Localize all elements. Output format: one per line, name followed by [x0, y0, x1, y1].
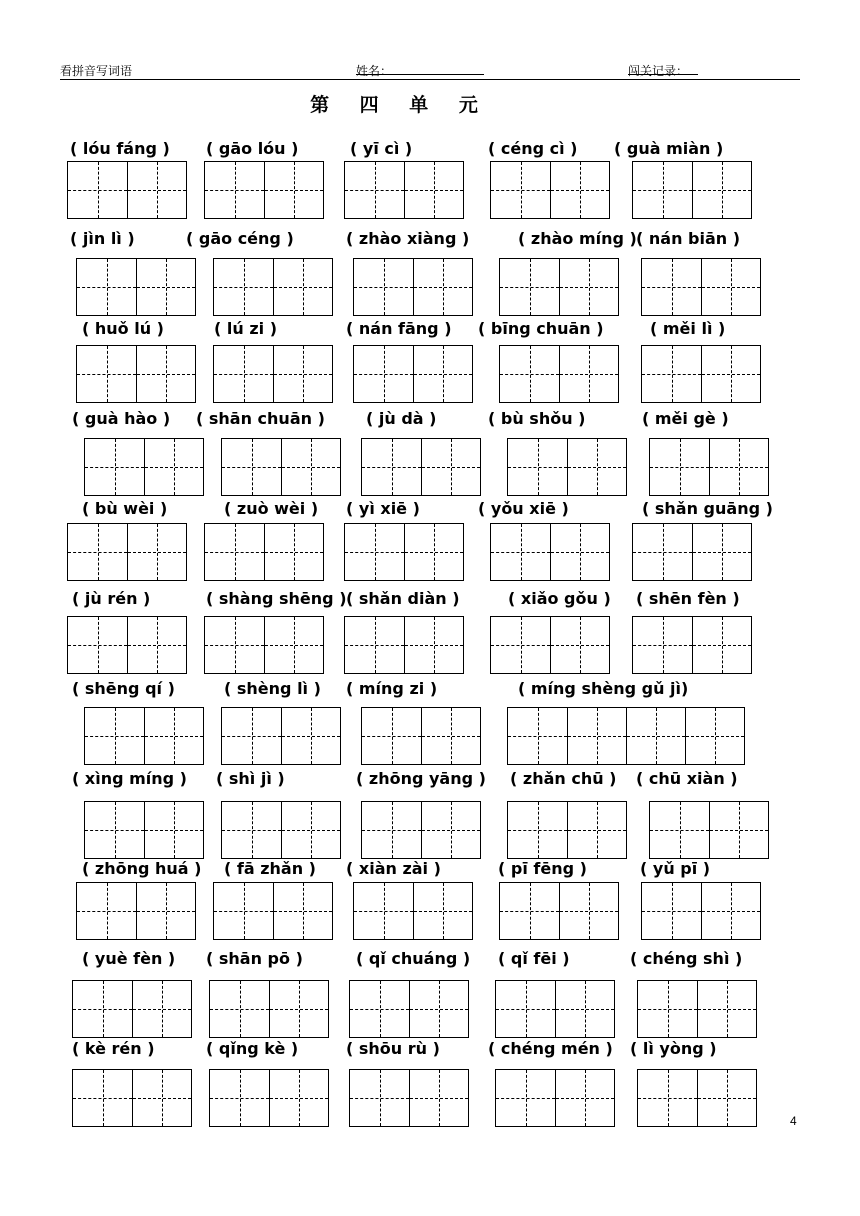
tianzige-cell[interactable] [701, 883, 760, 939]
tianzige-cell[interactable] [354, 259, 413, 315]
tianzige-cell[interactable] [413, 883, 472, 939]
tianzige-cell[interactable] [132, 981, 191, 1037]
tianzige-cell[interactable] [491, 162, 550, 218]
writing-grid[interactable] [649, 438, 769, 496]
writing-grid[interactable] [209, 1069, 329, 1127]
unit-title: 第 四 单 元 [310, 94, 490, 116]
tianzige-cell[interactable] [68, 162, 127, 218]
pinyin-label: ( yuè fèn ) [82, 949, 176, 968]
pinyin-label: ( xìng míng ) [72, 769, 187, 788]
tianzige-cell[interactable] [409, 981, 468, 1037]
tianzige-cell[interactable] [132, 1070, 191, 1126]
tianzige-cell[interactable] [144, 802, 203, 858]
tianzige-cell[interactable] [650, 439, 709, 495]
tianzige-cell[interactable] [508, 802, 567, 858]
pinyin-label: ( zhào míng ) [518, 229, 637, 248]
pinyin-label: ( kè rén ) [72, 1039, 155, 1058]
pinyin-label: ( céng cì ) [488, 139, 578, 158]
pinyin-label: ( chéng shì ) [630, 949, 743, 968]
pinyin-label: ( shì jì ) [216, 769, 285, 788]
tianzige-cell[interactable] [264, 524, 323, 580]
tianzige-cell[interactable] [642, 259, 701, 315]
writing-grid[interactable] [213, 882, 333, 940]
writing-grid[interactable] [632, 161, 752, 219]
pinyin-label: ( měi gè ) [642, 409, 729, 428]
tianzige-cell[interactable] [273, 883, 332, 939]
pinyin-label: ( jù rén ) [72, 589, 151, 608]
tianzige-cell[interactable] [222, 439, 281, 495]
tianzige-cell[interactable] [345, 617, 404, 673]
pinyin-label: ( yì xiē ) [346, 499, 420, 518]
writing-grid[interactable] [490, 523, 610, 581]
tianzige-cell[interactable] [281, 708, 340, 764]
tianzige-cell[interactable] [404, 617, 463, 673]
writing-grid[interactable] [641, 882, 761, 940]
tianzige-cell[interactable] [362, 708, 421, 764]
tianzige-cell[interactable] [567, 708, 626, 764]
worksheet-label: 看拼音写词语 [60, 64, 133, 78]
tianzige-cell[interactable] [73, 1070, 132, 1126]
tianzige-cell[interactable] [697, 1070, 756, 1126]
tianzige-cell[interactable] [404, 162, 463, 218]
writing-grid[interactable] [632, 523, 752, 581]
pinyin-label: ( yǔ pī ) [640, 859, 711, 878]
writing-grid[interactable] [349, 1069, 469, 1127]
pinyin-label: ( gāo céng ) [186, 229, 294, 248]
tianzige-cell[interactable] [281, 439, 340, 495]
tianzige-cell[interactable] [508, 439, 567, 495]
tianzige-cell[interactable] [421, 708, 480, 764]
tianzige-cell[interactable] [362, 439, 421, 495]
tianzige-cell[interactable] [354, 346, 413, 402]
tianzige-cell[interactable] [685, 708, 744, 764]
pinyin-label: ( shēn fèn ) [636, 589, 740, 608]
tianzige-cell[interactable] [354, 883, 413, 939]
pinyin-label: ( lì yòng ) [630, 1039, 717, 1058]
tianzige-cell[interactable] [281, 802, 340, 858]
pinyin-label: ( míng shèng gǔ jì) [518, 679, 689, 698]
tianzige-cell[interactable] [205, 617, 264, 673]
pinyin-label: ( nán biān ) [636, 229, 741, 248]
writing-grid[interactable] [221, 801, 341, 859]
tianzige-cell[interactable] [421, 802, 480, 858]
tianzige-cell[interactable] [650, 802, 709, 858]
tianzige-cell[interactable] [210, 1070, 269, 1126]
tianzige-cell[interactable] [205, 162, 264, 218]
writing-grid[interactable] [499, 345, 619, 403]
pinyin-label: ( gāo lóu ) [206, 139, 299, 158]
name-label: 姓名： [356, 64, 393, 78]
writing-grid[interactable] [213, 345, 333, 403]
tianzige-cell[interactable] [85, 802, 144, 858]
tianzige-cell[interactable] [77, 346, 136, 402]
pinyin-label: ( bīng chuān ) [478, 319, 604, 338]
tianzige-cell[interactable] [136, 346, 195, 402]
writing-grid[interactable] [649, 801, 769, 859]
writing-grid[interactable] [637, 1069, 757, 1127]
writing-grid[interactable] [84, 801, 204, 859]
writing-grid[interactable] [344, 616, 464, 674]
pinyin-label: ( lóu fáng ) [70, 139, 170, 158]
tianzige-cell[interactable] [567, 802, 626, 858]
pinyin-label: ( shān chuān ) [196, 409, 325, 428]
tianzige-cell[interactable] [362, 802, 421, 858]
page-number: 4 [790, 1114, 797, 1128]
tianzige-cell[interactable] [692, 617, 751, 673]
writing-grid[interactable] [361, 801, 481, 859]
tianzige-cell[interactable] [350, 981, 409, 1037]
pinyin-label: ( qǐ chuáng ) [356, 949, 471, 968]
pinyin-label: ( míng zi ) [346, 679, 438, 698]
pinyin-label: ( yī cì ) [350, 139, 413, 158]
tianzige-cell[interactable] [496, 981, 555, 1037]
pinyin-label: ( pī fēng ) [498, 859, 587, 878]
writing-grid[interactable] [67, 616, 187, 674]
name-blank [356, 62, 484, 75]
writing-grid[interactable] [84, 438, 204, 496]
tianzige-cell[interactable] [269, 1070, 328, 1126]
writing-grid[interactable] [495, 980, 615, 1038]
writing-grid[interactable] [72, 1069, 192, 1127]
tianzige-cell[interactable] [269, 981, 328, 1037]
writing-grid[interactable] [344, 161, 464, 219]
pinyin-label: ( zhōng yāng ) [356, 769, 486, 788]
writing-grid[interactable] [84, 707, 204, 765]
pinyin-label: ( chéng mén ) [488, 1039, 613, 1058]
record-blank [628, 62, 698, 75]
tianzige-cell[interactable] [633, 162, 692, 218]
tianzige-cell[interactable] [264, 617, 323, 673]
tianzige-cell[interactable] [214, 883, 273, 939]
writing-grid[interactable] [204, 616, 324, 674]
tianzige-cell[interactable] [550, 617, 609, 673]
pinyin-label: ( chū xiàn ) [636, 769, 738, 788]
tianzige-cell[interactable] [559, 346, 618, 402]
tianzige-cell[interactable] [500, 259, 559, 315]
writing-grid[interactable] [495, 1069, 615, 1127]
writing-grid[interactable] [213, 258, 333, 316]
pinyin-label: ( bù wèi ) [82, 499, 168, 518]
tianzige-cell[interactable] [214, 259, 273, 315]
tianzige-cell[interactable] [222, 708, 281, 764]
writing-grid[interactable] [67, 523, 187, 581]
tianzige-cell[interactable] [68, 524, 127, 580]
writing-grid[interactable] [344, 523, 464, 581]
pinyin-label: ( nán fāng ) [346, 319, 452, 338]
writing-grid[interactable] [353, 345, 473, 403]
tianzige-cell[interactable] [345, 524, 404, 580]
tianzige-cell[interactable] [638, 981, 697, 1037]
writing-grid[interactable] [632, 616, 752, 674]
writing-grid[interactable] [204, 161, 324, 219]
tianzige-cell[interactable] [496, 1070, 555, 1126]
tianzige-cell[interactable] [127, 617, 186, 673]
pinyin-label: ( zhōng huá ) [82, 859, 202, 878]
pinyin-label: ( zhǎn chū ) [510, 769, 617, 788]
page-header [60, 62, 800, 80]
tianzige-cell[interactable] [136, 259, 195, 315]
pinyin-label: ( bù shǒu ) [488, 409, 586, 428]
tianzige-cell[interactable] [567, 439, 626, 495]
record-label: 闯关记录： [628, 64, 689, 78]
writing-grid[interactable] [72, 980, 192, 1038]
pinyin-label: ( zuò wèi ) [224, 499, 319, 518]
tianzige-cell[interactable] [222, 802, 281, 858]
tianzige-cell[interactable] [144, 708, 203, 764]
tianzige-cell[interactable] [421, 439, 480, 495]
pinyin-label: ( shān pō ) [206, 949, 303, 968]
tianzige-cell[interactable] [709, 802, 768, 858]
tianzige-cell[interactable] [697, 981, 756, 1037]
writing-grid[interactable] [490, 616, 610, 674]
tianzige-cell[interactable] [68, 617, 127, 673]
tianzige-cell[interactable] [701, 346, 760, 402]
pinyin-label: ( shǎn diàn ) [346, 589, 460, 608]
tianzige-cell[interactable] [491, 617, 550, 673]
tianzige-cell[interactable] [559, 259, 618, 315]
tianzige-cell[interactable] [550, 524, 609, 580]
tianzige-cell[interactable] [692, 162, 751, 218]
pinyin-label: ( shǎn guāng ) [642, 499, 773, 518]
writing-grid[interactable] [221, 707, 341, 765]
pinyin-label: ( qǐ fēi ) [498, 949, 570, 968]
pinyin-label: ( shōu rù ) [346, 1039, 440, 1058]
pinyin-label: ( lú zi ) [214, 319, 278, 338]
tianzige-cell[interactable] [413, 346, 472, 402]
writing-grid[interactable] [499, 882, 619, 940]
pinyin-label: ( qǐng kè ) [206, 1039, 299, 1058]
tianzige-cell[interactable] [136, 883, 195, 939]
tianzige-cell[interactable] [642, 346, 701, 402]
tianzige-cell[interactable] [500, 346, 559, 402]
tianzige-cell[interactable] [210, 981, 269, 1037]
pinyin-label: ( shēng qí ) [72, 679, 175, 698]
tianzige-cell[interactable] [264, 162, 323, 218]
tianzige-cell[interactable] [508, 708, 567, 764]
tianzige-cell[interactable] [555, 981, 614, 1037]
pinyin-label: ( shàng shēng ) [206, 589, 347, 608]
writing-grid[interactable] [67, 161, 187, 219]
writing-grid[interactable] [353, 258, 473, 316]
pinyin-label: ( xiàn zài ) [346, 859, 441, 878]
tianzige-cell[interactable] [559, 883, 618, 939]
tianzige-cell[interactable] [350, 1070, 409, 1126]
writing-grid[interactable] [499, 258, 619, 316]
tianzige-cell[interactable] [404, 524, 463, 580]
tianzige-cell[interactable] [692, 524, 751, 580]
header-divider [60, 79, 800, 80]
tianzige-cell[interactable] [205, 524, 264, 580]
writing-grid[interactable] [76, 258, 196, 316]
writing-grid[interactable] [204, 523, 324, 581]
pinyin-label: ( huǒ lú ) [82, 319, 164, 338]
writing-grid[interactable] [507, 707, 745, 765]
writing-grid[interactable] [209, 980, 329, 1038]
pinyin-label: ( xiǎo gǒu ) [508, 589, 611, 608]
pinyin-label: ( zhào xiàng ) [346, 229, 470, 248]
pinyin-label: ( jìn lì ) [70, 229, 135, 248]
tianzige-cell[interactable] [73, 981, 132, 1037]
writing-grid[interactable] [76, 882, 196, 940]
tianzige-cell[interactable] [633, 617, 692, 673]
writing-grid[interactable] [507, 801, 627, 859]
tianzige-cell[interactable] [555, 1070, 614, 1126]
pinyin-label: ( guà hào ) [72, 409, 171, 428]
writing-grid[interactable] [221, 438, 341, 496]
writing-grid[interactable] [361, 438, 481, 496]
pinyin-label: ( shèng lì ) [224, 679, 321, 698]
pinyin-label: ( jù dà ) [366, 409, 437, 428]
pinyin-label: ( yǒu xiē ) [478, 499, 569, 518]
tianzige-cell[interactable] [642, 883, 701, 939]
writing-grid[interactable] [76, 345, 196, 403]
tianzige-cell[interactable] [345, 162, 404, 218]
writing-grid[interactable] [353, 882, 473, 940]
writing-grid[interactable] [641, 258, 761, 316]
tianzige-cell[interactable] [85, 439, 144, 495]
writing-grid[interactable] [349, 980, 469, 1038]
writing-grid[interactable] [641, 345, 761, 403]
tianzige-cell[interactable] [127, 524, 186, 580]
pinyin-label: ( měi lì ) [650, 319, 726, 338]
tianzige-cell[interactable] [144, 439, 203, 495]
tianzige-cell[interactable] [85, 708, 144, 764]
writing-grid[interactable] [361, 707, 481, 765]
tianzige-cell[interactable] [638, 1070, 697, 1126]
tianzige-cell[interactable] [127, 162, 186, 218]
tianzige-cell[interactable] [409, 1070, 468, 1126]
tianzige-cell[interactable] [77, 883, 136, 939]
tianzige-cell[interactable] [214, 346, 273, 402]
tianzige-cell[interactable] [701, 259, 760, 315]
tianzige-cell[interactable] [273, 259, 332, 315]
tianzige-cell[interactable] [491, 524, 550, 580]
writing-grid[interactable] [507, 438, 627, 496]
tianzige-cell[interactable] [77, 259, 136, 315]
tianzige-cell[interactable] [413, 259, 472, 315]
tianzige-cell[interactable] [626, 708, 685, 764]
tianzige-cell[interactable] [550, 162, 609, 218]
writing-grid[interactable] [637, 980, 757, 1038]
pinyin-label: ( guà miàn ) [614, 139, 724, 158]
writing-grid[interactable] [490, 161, 610, 219]
tianzige-cell[interactable] [273, 346, 332, 402]
tianzige-cell[interactable] [633, 524, 692, 580]
pinyin-label: ( fā zhǎn ) [224, 859, 316, 878]
tianzige-cell[interactable] [500, 883, 559, 939]
tianzige-cell[interactable] [709, 439, 768, 495]
